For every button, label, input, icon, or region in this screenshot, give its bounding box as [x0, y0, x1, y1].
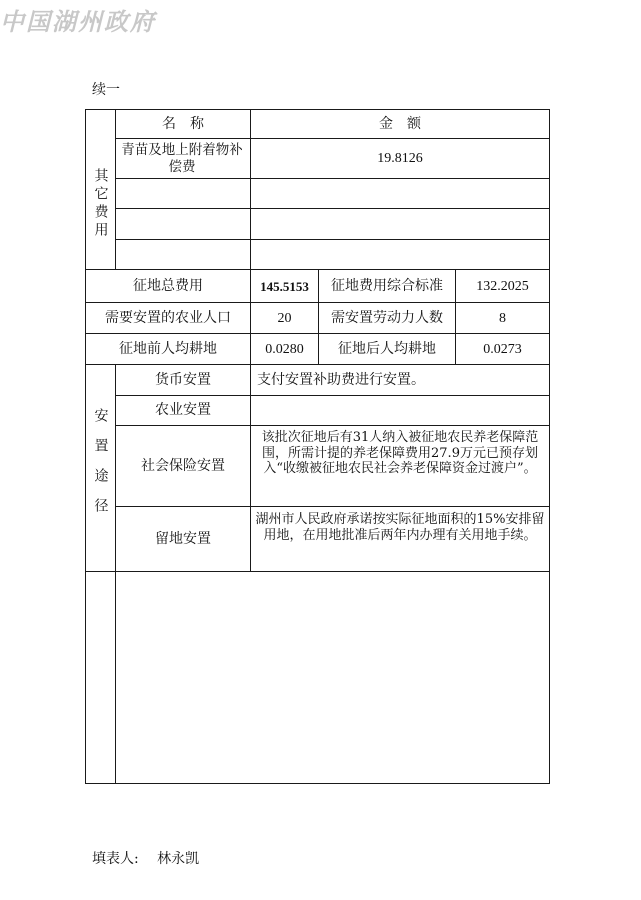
- labor-value: 8: [499, 310, 506, 326]
- before-value: 0.0280: [265, 341, 304, 357]
- header-name: 名 称: [162, 115, 204, 132]
- other-costs-side-label: [86, 139, 115, 269]
- population-value: 20: [277, 310, 292, 326]
- header-amount: 金 额: [379, 115, 421, 132]
- resettlement-content-money: 支付安置补助费进行安置。: [257, 371, 425, 388]
- after-label: 征地后人均耕地: [338, 340, 436, 357]
- resettlement-content-agri: [251, 396, 549, 425]
- filler-name: 林永凯: [157, 851, 200, 867]
- resettlement-type-land: 留地安置: [155, 530, 211, 547]
- resettlement-type-money: 货币安置: [155, 371, 211, 388]
- filler-row: [92, 848, 199, 868]
- labor-label: 需安置劳动力人数: [331, 309, 443, 326]
- filler-label: 填表人:: [92, 851, 139, 867]
- other-costs-side-text: 其它费用: [92, 168, 109, 240]
- continuation-label: 续一: [92, 82, 120, 98]
- resettlement-type-agri: 农业安置: [155, 402, 211, 418]
- fee-amount: 19.8126: [377, 151, 423, 166]
- fee-name: 青苗及地上附着物补偿费: [121, 141, 243, 175]
- resettlement-side-label: [86, 365, 115, 571]
- resettlement-type-insurance: 社会保险安置: [141, 457, 225, 474]
- resettlement-side-text: 安置途径: [92, 408, 109, 528]
- before-label: 征地前人均耕地: [119, 340, 217, 357]
- total-cost-value: 145.5153: [260, 278, 309, 294]
- population-label: 需要安置的农业人口: [105, 309, 231, 326]
- standard-value: 132.2025: [476, 278, 529, 294]
- total-cost-label: 征地总费用: [133, 277, 203, 294]
- resettlement-content-land: 湖州市人民政府承诺按实际征地面积的15%安排留用地，在用地批准后两年内办理有关用地手续。: [255, 512, 545, 543]
- after-value: 0.0273: [483, 341, 522, 357]
- standard-label: 征地费用综合标准: [331, 277, 443, 294]
- watermark: 中国湖州政府: [0, 7, 156, 36]
- resettlement-content-insurance: 该批次征地后有31人纳入被征地农民养老保障范围，所需计提的养老保障费用27.9万元已预存划入“收缴被征地农民社会养老保障资金过渡户”。: [261, 430, 539, 476]
